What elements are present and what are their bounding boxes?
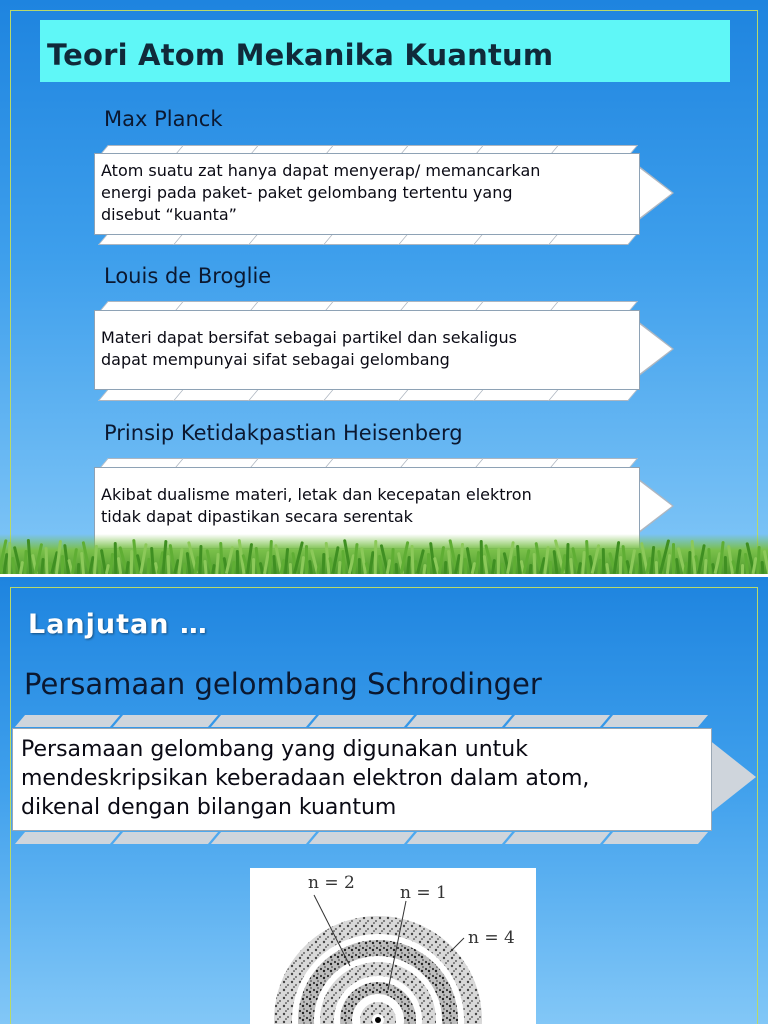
grass-blade [321, 553, 325, 574]
grass-blade [231, 561, 235, 574]
grass-blade [606, 563, 611, 574]
grass-blade [618, 556, 621, 574]
grass-blade [394, 563, 398, 574]
grass-blade [464, 558, 468, 574]
grass-blade [496, 548, 499, 574]
grass-blade [423, 564, 427, 574]
grass-blade [272, 555, 276, 574]
section-heading-max-planck: Max Planck [104, 107, 223, 131]
section-box-max-planck [94, 153, 640, 235]
orbital-rings [274, 916, 482, 1024]
section-text-de-broglie: Materi dapat bersifat sebagai partikel dan sekaligus dapat mempunyai sifat sebagai gelombang [101, 328, 517, 369]
grass-blade [549, 561, 552, 574]
grass-blade [203, 560, 207, 574]
grass-blade [529, 564, 533, 574]
grass-blade [756, 546, 760, 574]
grass-blade [741, 564, 744, 574]
grass-decoration [0, 534, 768, 574]
grass-blade [635, 564, 639, 574]
schrodinger-text: Persamaan gelombang yang digunakan untuk mendeskripsikan keberadaan elektron dalam atom, dikenal dengan bilangan kuantum [21, 737, 590, 820]
section-text-max-planck: Atom suatu zat hanya dapat menyerap/ memancarkan energi pada paket- paket gelombang tertentu yang disebut “kuanta” [101, 161, 541, 224]
grass-blade [569, 558, 573, 574]
grass-blade [374, 540, 378, 574]
grass-blade [443, 561, 446, 574]
section-text-heisenberg: Akibat dualisme materi, letak dan kecepatan elektron tidak dapat dipastikan secara serentak [101, 485, 532, 526]
grass-blade [707, 548, 711, 574]
grass-blade [724, 556, 727, 574]
grass-blade [337, 561, 341, 574]
grass-blade [687, 551, 691, 574]
atom-orbital-diagram [250, 868, 536, 1024]
grass-blade [491, 559, 496, 574]
grass-blade [675, 558, 680, 574]
label-n1: n = 1 [400, 883, 447, 903]
section-box-de-broglie [94, 310, 640, 390]
grass-blade [97, 560, 101, 574]
slide-title: Lanjutan … [28, 609, 208, 640]
grass-blade [150, 547, 155, 574]
label-n4: n = 4 [468, 928, 515, 948]
grass-blade [317, 564, 322, 574]
grass-blade [761, 561, 765, 574]
orbital-svg [250, 868, 536, 1024]
grass-blade [500, 563, 504, 574]
grass-blade [44, 547, 48, 574]
section-heading-schrodinger: Persamaan gelombang Schrodinger [24, 667, 542, 701]
section-heading-heisenberg: Prinsip Ketidakpastian Heisenberg [104, 421, 463, 445]
schrodinger-box [12, 728, 712, 831]
grass-blade [602, 548, 605, 574]
grass-blade [390, 548, 394, 574]
grass-blade [77, 563, 80, 574]
slide-title: Teori Atom Mekanika Kuantum [47, 38, 554, 72]
grass-blade [61, 555, 64, 574]
grass-blade [146, 558, 150, 574]
grass-blade [215, 553, 219, 574]
grass-blade [40, 558, 44, 574]
grass-blade [167, 555, 171, 574]
grass-blade [183, 563, 186, 574]
grass-blade [512, 556, 516, 574]
grass-blade [252, 558, 255, 574]
grass-blade [289, 563, 292, 574]
grass-blade [358, 558, 361, 574]
label-n2: n = 2 [308, 873, 355, 893]
grass-blade [199, 545, 203, 574]
slide-2 [0, 577, 768, 1024]
grass-blade [93, 545, 98, 574]
section-heading-de-broglie: Louis de Broglie [104, 264, 272, 288]
